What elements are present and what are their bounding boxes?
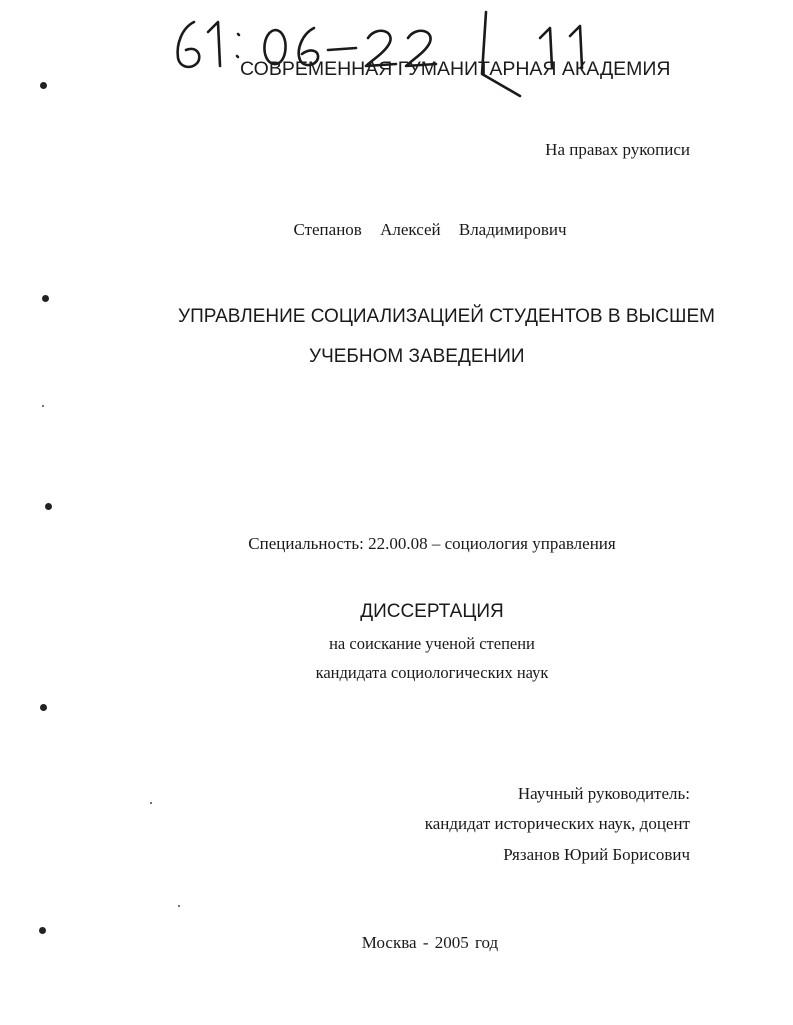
author-name: Степанов Алексей Владимирович <box>293 220 567 239</box>
dissertation-title-line-2: УЧЕБНОМ ЗАВЕДЕНИИ <box>309 346 525 367</box>
punch-hole-mark <box>42 295 49 302</box>
punch-hole-mark <box>45 503 52 510</box>
handwritten-archive-number <box>168 8 608 98</box>
dissertation-title-line-1: УПРАВЛЕНИЕ СОЦИАЛИЗАЦИЕЙ СТУДЕНТОВ В ВЫСШЕМ <box>178 306 715 327</box>
specialty: Специальность: 22.00.08 – социология управления <box>248 534 616 553</box>
scan-speck <box>178 905 180 907</box>
supervisor-title: кандидат исторических наук, доцент <box>424 814 690 833</box>
scan-speck <box>42 405 44 407</box>
scan-speck <box>150 802 152 804</box>
supervisor-name: Рязанов Юрий Борисович <box>503 845 690 864</box>
punch-hole-mark <box>40 704 47 711</box>
rights-note: На правах рукописи <box>545 140 690 159</box>
document-type-heading: ДИССЕРТАЦИЯ <box>360 601 504 622</box>
degree-line-1: на соискание ученой степени <box>329 634 535 653</box>
punch-hole-mark <box>39 927 46 934</box>
punch-hole-mark <box>40 82 47 89</box>
degree-line-2: кандидата социологических наук <box>315 663 549 682</box>
institution-name: СОВРЕМЕННАЯ ГУМАНИТАРНАЯ АКАДЕМИЯ <box>240 58 671 80</box>
city-year: Москва - 2005 год <box>361 933 499 952</box>
supervisor-label: Научный руководитель: <box>517 784 690 803</box>
